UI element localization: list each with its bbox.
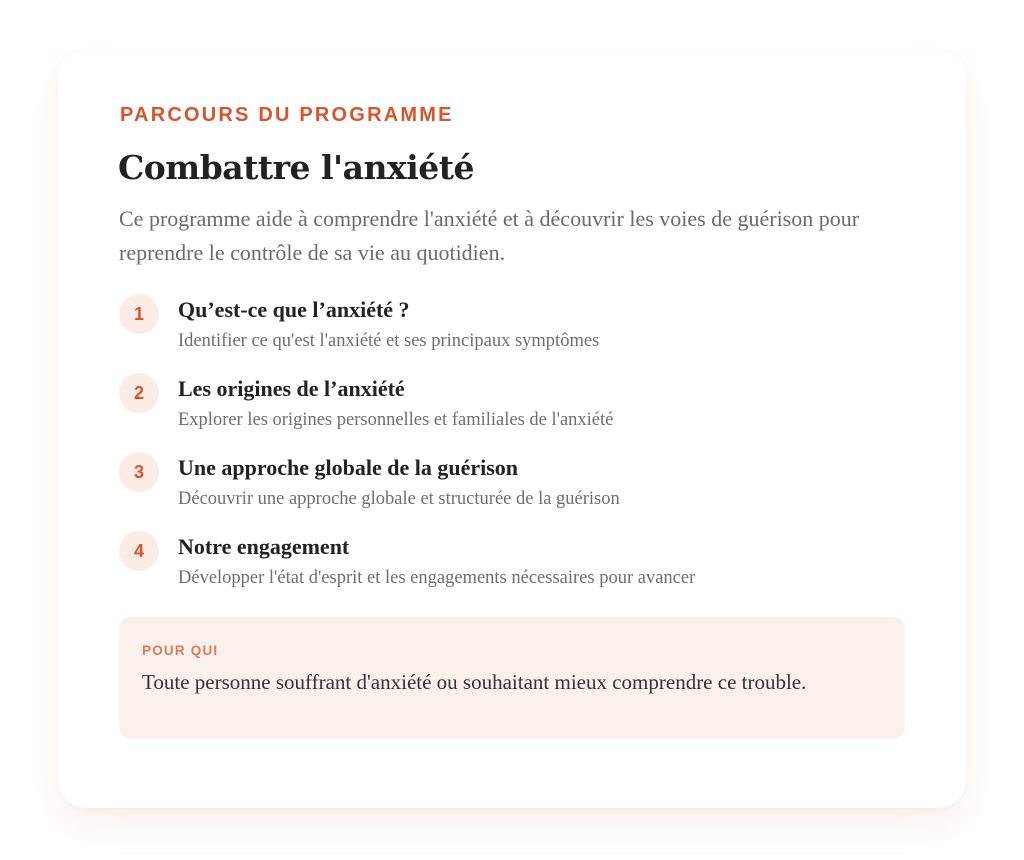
step-title: Une approche globale de la guérison [178,455,519,480]
step-item [119,452,909,531]
step-subtitle: Découvrir une approche globale et structurée de la guérison [178,489,620,509]
step-subtitle: Identifier ce qu'est l'anxiété et ses principaux symptômes [178,331,600,351]
step-title: Notre engagement [178,534,350,559]
step-title: Qu’est-ce que l’anxiété ? [178,297,410,322]
program-description: Ce programme aide à comprendre l'anxiété et à découvrir les voies de guérison pour reprendre le contrôle de sa vie au quotidien. [119,206,860,265]
program-eyebrow: PARCOURS DU PROGRAMME [120,104,454,126]
step-number-badge: 1 [119,294,159,334]
step-title: Les origines de l’anxiété [178,376,405,401]
step-number-badge: 4 [119,531,159,571]
step-number-badge: 3 [119,452,159,492]
step-item [119,294,909,373]
step-subtitle: Développer l'état d'esprit et les engagements nécessaires pour avancer [178,568,696,588]
program-steps-list [119,294,909,610]
audience-label: POUR QUI [142,643,219,658]
audience-box [119,617,905,739]
program-title: Combattre l'anxiété [118,148,474,187]
step-item [119,373,909,452]
audience-text: Toute personne souffrant d'anxiété ou souhaitant mieux comprendre ce trouble. [142,670,807,694]
step-subtitle: Explorer les origines personnelles et familiales de l'anxiété [178,410,614,430]
program-card [58,50,966,808]
step-item [119,531,909,610]
step-number-badge: 2 [119,373,159,413]
